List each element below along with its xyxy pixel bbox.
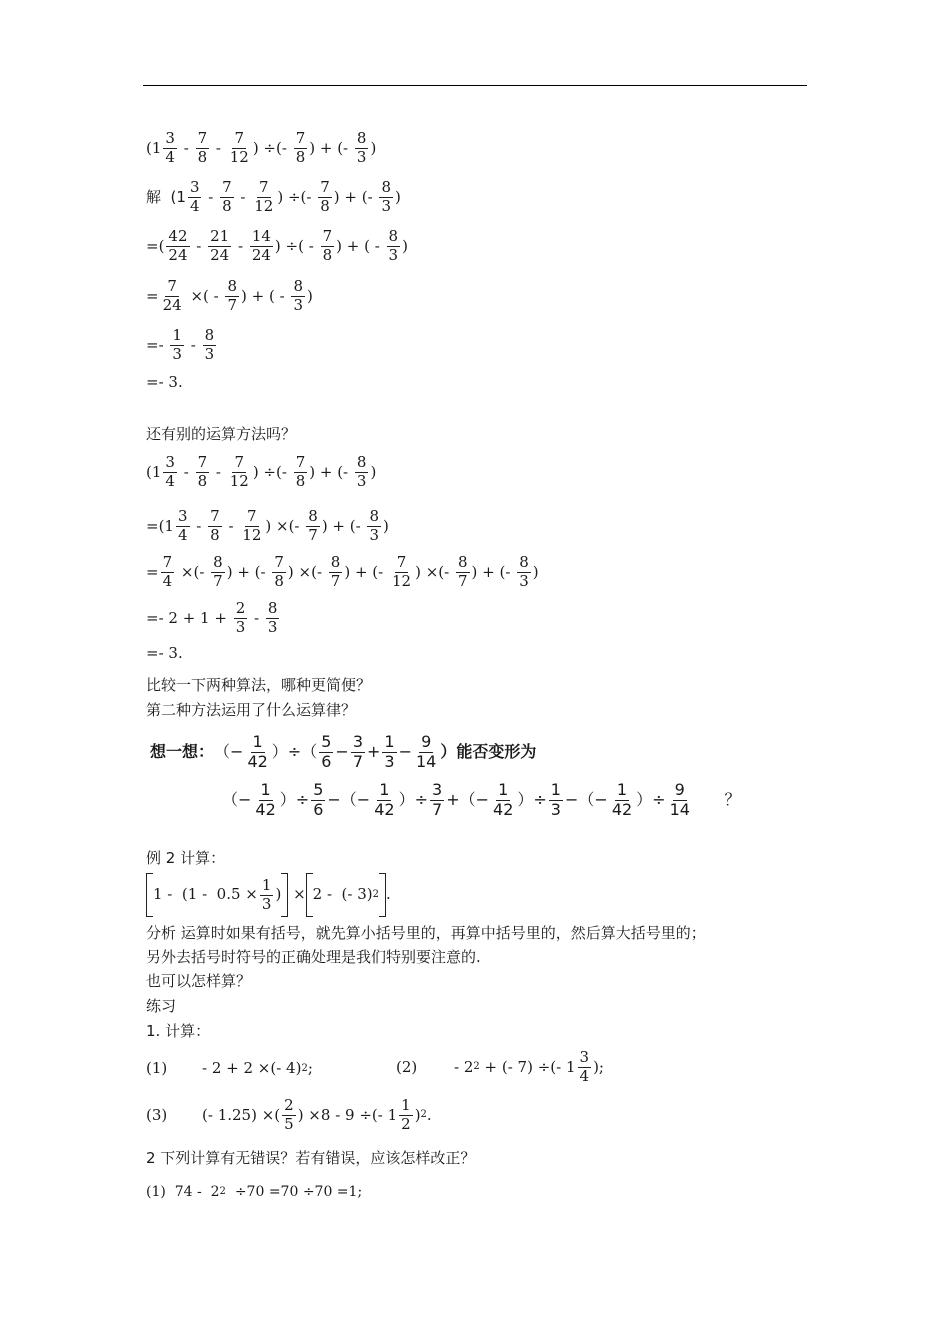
- denominator: 6: [313, 799, 324, 819]
- text: ): [414, 1105, 421, 1124]
- solution-line-2: [146, 229, 408, 264]
- fraction: [291, 279, 305, 314]
- denominator: 42: [611, 799, 633, 819]
- fraction: [456, 555, 470, 590]
- text: .: [386, 885, 391, 904]
- numerator: 8: [356, 129, 367, 147]
- text: ) + ( -: [336, 236, 385, 255]
- text: ）÷（: [271, 742, 318, 762]
- text: -: [233, 236, 248, 255]
- numerator: 7: [295, 129, 306, 147]
- numerator: 8: [356, 453, 367, 471]
- text: =-: [146, 335, 169, 354]
- fraction: [228, 455, 251, 490]
- denominator: 42: [255, 799, 276, 819]
- fraction: [367, 509, 381, 544]
- fraction: [260, 875, 274, 913]
- fraction: [252, 180, 275, 215]
- fraction: [578, 1050, 592, 1085]
- text: ): [306, 286, 313, 305]
- text: ）÷: [279, 790, 310, 810]
- header-rule: [143, 85, 807, 86]
- numerator: 3: [165, 453, 175, 471]
- denominator: 14: [669, 799, 690, 819]
- denominator: 3: [519, 571, 529, 590]
- denominator: 7: [457, 571, 468, 590]
- denominator: 3: [293, 295, 303, 314]
- numerator: 8: [369, 507, 380, 525]
- denominator: 12: [392, 571, 412, 590]
- fraction: [549, 782, 563, 819]
- question-law: 第二种方法运用了什么运算律？: [146, 701, 357, 719]
- numerator: 14: [251, 227, 271, 245]
- denominator: 7: [432, 799, 443, 819]
- fraction: [387, 229, 401, 264]
- fraction: [203, 328, 217, 363]
- denominator: 4: [165, 471, 175, 490]
- numerator: 5: [313, 780, 324, 799]
- numerator: 1: [261, 875, 272, 894]
- denominator: 12: [254, 196, 274, 215]
- denominator: 8: [295, 147, 306, 166]
- fraction: [668, 782, 692, 819]
- numerator: 21: [210, 227, 230, 245]
- text: + (- 7) ÷(- 1: [479, 1057, 576, 1076]
- denominator: 24: [168, 245, 188, 264]
- method2-result: =- 3.: [146, 644, 183, 662]
- question-compare: 比较一下两种算法，哪种更简便？: [146, 676, 372, 694]
- text: ) ÷(-: [277, 187, 317, 206]
- fraction: [351, 734, 365, 771]
- denominator: 8: [210, 525, 220, 544]
- text: +（−: [446, 790, 490, 810]
- text: （−: [214, 742, 244, 762]
- fraction: [234, 601, 248, 636]
- fraction: [390, 555, 413, 590]
- denominator: 3: [384, 751, 395, 771]
- numerator: 5: [321, 732, 332, 751]
- denominator: 24: [162, 295, 182, 314]
- fraction: [311, 782, 325, 819]
- denominator: 3: [356, 471, 367, 490]
- text: ) + (-: [321, 516, 366, 535]
- numerator: 3: [579, 1048, 590, 1066]
- denominator: 7: [352, 751, 363, 771]
- text: =(: [146, 236, 165, 255]
- text: ): [370, 462, 377, 481]
- text: ×(-: [176, 562, 210, 581]
- text: (1: [146, 138, 162, 157]
- denominator: 5: [284, 1114, 294, 1133]
- text: ) ×(-: [287, 562, 327, 581]
- text: ): [370, 138, 377, 157]
- fraction: [294, 131, 308, 166]
- text: ÷70 =70 ÷70 =1;: [225, 1184, 363, 1200]
- text: - 2: [454, 1057, 474, 1076]
- text: -: [191, 516, 207, 535]
- numerator: 9: [421, 732, 432, 751]
- fraction: [208, 229, 231, 264]
- fraction: [272, 555, 286, 590]
- denominator: 3: [204, 344, 215, 363]
- numerator: 3: [432, 780, 443, 799]
- denominator: 6: [321, 751, 332, 771]
- numerator: 3: [165, 129, 175, 147]
- item-number: (1): [146, 1059, 168, 1077]
- text: =: [146, 562, 159, 581]
- numerator: 7: [247, 507, 257, 525]
- denominator: 4: [189, 196, 200, 215]
- numerator: 1: [252, 732, 263, 751]
- fraction: [208, 509, 222, 544]
- fraction: [188, 180, 202, 215]
- text: 2 - (- 3): [312, 885, 373, 904]
- fraction: [240, 509, 263, 544]
- right-bracket: [281, 873, 288, 917]
- denominator: 8: [222, 196, 232, 215]
- left-bracket: [146, 873, 153, 917]
- denominator: 12: [242, 525, 262, 544]
- solution-line-1: [146, 180, 401, 215]
- fraction: [163, 455, 177, 490]
- fraction: [318, 180, 332, 215]
- numerator: 1: [260, 780, 271, 799]
- practice-1-title: 1. 计算：: [146, 1022, 211, 1040]
- text: ) + (-: [226, 562, 271, 581]
- denominator: 3: [261, 894, 272, 913]
- numerator: 1: [172, 326, 182, 344]
- text: ）能否变形为: [440, 742, 537, 762]
- numerator: 7: [197, 129, 208, 147]
- text: （−: [222, 790, 252, 810]
- right-bracket: [379, 873, 386, 917]
- fraction: [228, 131, 251, 166]
- text: ;: [307, 1059, 313, 1077]
- analysis-line-2: 另外去括号时符号的正确处理是我们特别要注意的.: [146, 948, 481, 966]
- text: -: [191, 236, 207, 255]
- text: -: [185, 335, 201, 354]
- text: ) + (-: [344, 562, 388, 581]
- fraction: [166, 229, 189, 264]
- numerator: 7: [396, 553, 407, 571]
- text: -: [178, 138, 194, 157]
- denominator: 3: [356, 147, 367, 166]
- denominator: 2: [401, 1114, 411, 1133]
- fraction: [329, 555, 343, 590]
- numerator: 7: [295, 453, 306, 471]
- text: =- 2 + 1 +: [146, 608, 232, 627]
- numerator: 8: [267, 599, 278, 617]
- numerator: 7: [259, 178, 269, 196]
- numerator: 1: [616, 780, 628, 799]
- numerator: 8: [381, 178, 391, 196]
- numerator: 9: [674, 780, 685, 799]
- denominator: 3: [172, 344, 182, 363]
- numerator: 1: [379, 780, 390, 799]
- text: −（−: [564, 790, 608, 810]
- example-2-expression: 1 - (1 - 0.5 × $\frac{1}{3}$ ) × 2 - (- 3) 2 .: [146, 873, 391, 917]
- denominator: 4: [162, 571, 173, 590]
- text: ) ÷(-: [252, 462, 292, 481]
- text: - 2 + 2 ×(- 4): [202, 1059, 302, 1077]
- text: ): [383, 516, 389, 535]
- practice-2-a: (1) 74 - 2 2 ÷70 =70 ÷70 =1;: [146, 1184, 363, 1200]
- text: 1 - (1 - 0.5 ×: [153, 885, 258, 904]
- numerator: 8: [388, 227, 399, 245]
- fraction: [306, 509, 320, 544]
- fraction: [321, 229, 335, 264]
- solution-line-3: [146, 279, 313, 314]
- text: ？: [693, 790, 741, 810]
- method2-line-3: [146, 601, 281, 636]
- denominator: 7: [213, 571, 223, 590]
- text: ) ÷( -: [274, 236, 319, 255]
- numerator: 7: [234, 453, 245, 471]
- text: ×: [288, 885, 306, 904]
- item-number: (2): [396, 1057, 418, 1076]
- denominator: 7: [308, 525, 318, 544]
- fraction: [282, 1098, 296, 1133]
- text: ): [532, 562, 539, 581]
- fraction: [372, 782, 396, 819]
- text: ) ×(-: [265, 516, 305, 535]
- text: ): [275, 885, 282, 904]
- question-other-method: 还有别的运算方法吗？: [146, 425, 297, 443]
- text: -: [211, 138, 226, 157]
- text: -: [178, 462, 194, 481]
- text: ) + (-: [309, 462, 353, 481]
- fraction: [399, 1098, 413, 1133]
- numerator: 8: [227, 277, 238, 295]
- expression-repeat: [146, 455, 376, 490]
- text: .: [426, 1105, 432, 1124]
- denominator: 4: [177, 525, 188, 544]
- denominator: 3: [369, 525, 380, 544]
- numerator: 2: [284, 1096, 294, 1114]
- fraction: [170, 328, 184, 363]
- denominator: 8: [197, 147, 208, 166]
- numerator: 7: [162, 553, 173, 571]
- text: ）÷: [398, 790, 428, 810]
- text: 解 (1: [146, 187, 186, 206]
- numerator: 7: [222, 178, 232, 196]
- denominator: 4: [165, 147, 175, 166]
- numerator: 7: [210, 507, 220, 525]
- text: -: [249, 608, 264, 627]
- fraction: [225, 279, 239, 314]
- text: (1: [146, 462, 162, 481]
- numerator: 8: [293, 277, 303, 295]
- denominator: 24: [210, 245, 230, 264]
- numerator: 1: [401, 1096, 411, 1114]
- denominator: 7: [330, 571, 341, 590]
- denominator: 3: [235, 617, 246, 636]
- text: −: [335, 742, 349, 762]
- text: ): [394, 187, 401, 206]
- text: -: [235, 187, 251, 206]
- numerator: 42: [168, 227, 188, 245]
- text: -: [211, 462, 226, 481]
- numerator: 7: [167, 277, 177, 295]
- text: -: [223, 516, 239, 535]
- numerator: 8: [308, 507, 318, 525]
- fraction: [161, 279, 184, 314]
- denominator: 8: [197, 471, 208, 490]
- fraction: [245, 734, 269, 771]
- item-number: (3): [146, 1105, 168, 1124]
- denominator: 14: [416, 751, 437, 771]
- practice-1-c: (3) (- 1.25) ×( $\frac{2}{5}$ ) ×8 - 9 ÷(- 1 $\frac{1}{2}$ ) 2 .: [146, 1096, 432, 1133]
- numerator: 8: [213, 553, 223, 571]
- fraction: [196, 131, 210, 166]
- practice-2-title: 2 下列计算有无错误？若有错误，应该怎样改正？: [146, 1149, 476, 1167]
- fraction: [161, 555, 175, 590]
- fraction: [414, 734, 438, 771]
- numerator: 1: [550, 780, 561, 799]
- denominator: 8: [322, 245, 333, 264]
- practice-1-a: (1) - 2 + 2 ×(- 4) 2 ;: [146, 1059, 313, 1077]
- text: );: [593, 1057, 604, 1076]
- expression-original: [146, 131, 376, 166]
- fraction: [163, 131, 177, 166]
- left-bracket: [306, 873, 313, 917]
- numerator: 7: [322, 227, 333, 245]
- fraction: [319, 734, 333, 771]
- text: =: [146, 286, 159, 305]
- text: ) + (-: [333, 187, 378, 206]
- method2-line-2: [146, 555, 539, 590]
- text: −: [398, 742, 412, 762]
- fraction: [220, 180, 234, 215]
- fraction: [294, 455, 308, 490]
- denominator: 3: [550, 799, 561, 819]
- denominator: 42: [247, 751, 268, 771]
- numerator: 8: [457, 553, 468, 571]
- text: ）÷: [517, 790, 547, 810]
- fraction: [250, 229, 273, 264]
- fraction: [610, 782, 634, 819]
- text: ) ×(-: [415, 562, 454, 581]
- fraction: [211, 555, 225, 590]
- denominator: 7: [227, 295, 238, 314]
- denominator: 42: [493, 799, 514, 819]
- solution-line-4: [146, 328, 218, 363]
- denominator: 3: [388, 245, 399, 264]
- method2-line-1: [146, 509, 389, 544]
- practice-title: 练习: [146, 997, 177, 1015]
- denominator: 24: [251, 245, 271, 264]
- numerator: 7: [197, 453, 208, 471]
- denominator: 4: [579, 1066, 590, 1085]
- analysis-line-1: 分析 运算时如果有括号，就先算小括号里的，再算中括号里的，然后算大括号里的；: [146, 924, 706, 942]
- fraction: [196, 455, 210, 490]
- text: ）÷: [636, 790, 666, 810]
- denominator: 8: [320, 196, 330, 215]
- numerator: 7: [274, 553, 284, 571]
- text: -: [203, 187, 219, 206]
- text: ×( -: [185, 286, 224, 305]
- fraction: [355, 131, 369, 166]
- numerator: 3: [352, 732, 363, 751]
- fraction: [491, 782, 515, 819]
- text: −（−: [327, 790, 371, 810]
- denominator: 8: [274, 571, 284, 590]
- think-line-2: [222, 782, 740, 819]
- denominator: 12: [229, 471, 249, 490]
- text: ) ÷(-: [252, 138, 292, 157]
- fraction: [355, 455, 369, 490]
- fraction: [430, 782, 444, 819]
- fraction: [176, 509, 190, 544]
- text: =(1: [146, 516, 174, 535]
- example-2-title: 例 2 计算：: [146, 849, 226, 867]
- text: +: [367, 742, 381, 762]
- numerator: 1: [384, 732, 395, 751]
- question-how: 也可以怎样算？: [146, 972, 252, 990]
- numerator: 7: [320, 178, 330, 196]
- fraction: [266, 601, 280, 636]
- text: ) + ( -: [241, 286, 290, 305]
- text: ) ×8 - 9 ÷(- 1: [297, 1105, 398, 1124]
- fraction: [382, 734, 396, 771]
- text: ): [402, 236, 408, 255]
- numerator: 7: [234, 129, 245, 147]
- text: (- 1.25) ×(: [202, 1105, 281, 1124]
- denominator: 3: [267, 617, 278, 636]
- practice-1-b: (2) - 2 2 + (- 7) ÷(- 1 $\frac{3}{4}$ );: [396, 1048, 604, 1085]
- denominator: 8: [295, 471, 306, 490]
- solution-result: =- 3.: [146, 373, 183, 391]
- numerator: 3: [177, 507, 188, 525]
- denominator: 42: [374, 799, 395, 819]
- denominator: 3: [381, 196, 391, 215]
- denominator: 12: [229, 147, 249, 166]
- text: (1) 74 - 2: [146, 1184, 220, 1200]
- numerator: 1: [498, 780, 509, 799]
- numerator: 8: [519, 553, 529, 571]
- numerator: 8: [204, 326, 215, 344]
- numerator: 2: [235, 599, 246, 617]
- think-label: 想一想：: [150, 742, 215, 762]
- fraction: [517, 555, 531, 590]
- fraction: [379, 180, 393, 215]
- numerator: 3: [189, 178, 200, 196]
- fraction: [253, 782, 277, 819]
- text: ) + (-: [309, 138, 353, 157]
- numerator: 8: [330, 553, 341, 571]
- text: ) + (-: [471, 562, 516, 581]
- think-line-1: [150, 734, 536, 771]
